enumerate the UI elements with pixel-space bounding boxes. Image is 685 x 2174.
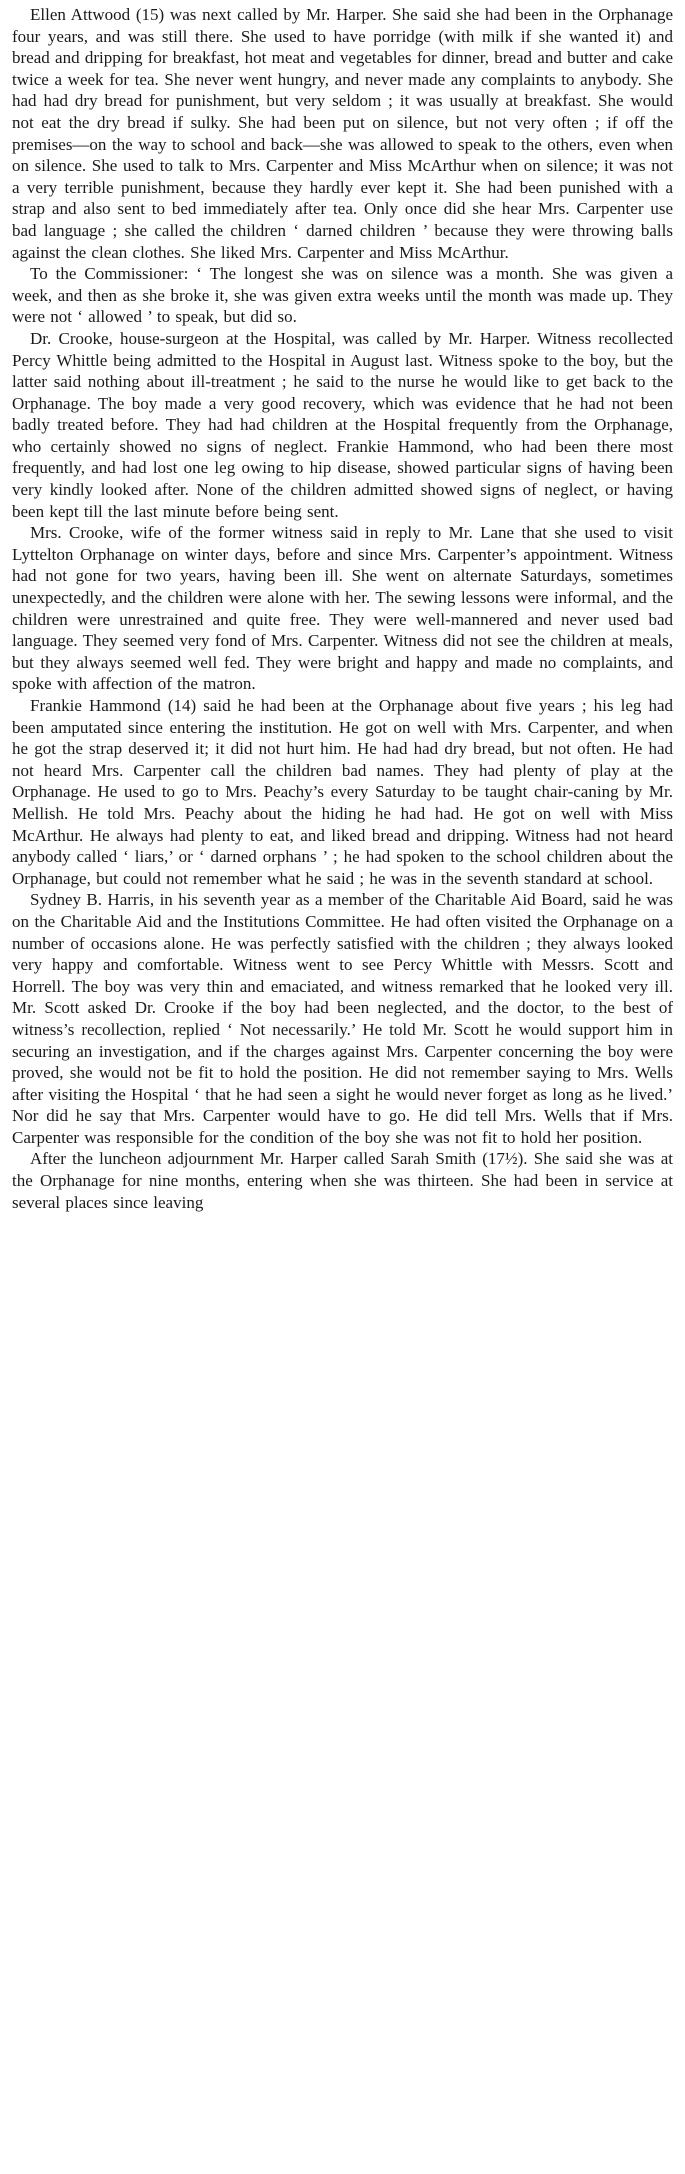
paragraph-frankie-hammond: Frankie Hammond (14) said he had been at the Orphanage about five years ; his leg had been amputated since entering the institution. He got on well with Mrs. Carpenter, and when he got the strap deserved it; it did not hurt him. He had had dry bread, but not often. He had not heard Mrs. Carpenter call the children bad names. They had plenty of play at the Orphanage. He used to go to Mrs. Peachy’s every Saturday to be taught chair-caning by Mr. Mellish. He told Mrs. Peachy about the hiding he had had. He got on well with Miss McArthur. He always had plenty to eat, and liked bread and dripping. Witness had not heard anybody called ‘ liars,’ or ‘ darned orphans ’ ; he had spoken to the school children about the Orphanage, but could not remember what he said ; he was in the seventh standard at school. xyxy=(12,696,673,888)
paragraph-to-the-commissioner: To the Commissioner: ‘ The longest she was on silence was a month. She was given a week, and then as she broke it, she was given extra weeks until the month was made up. They were not ‘ allowed ’ to speak, but did so. xyxy=(12,264,673,327)
paragraph-mrs-crooke: Mrs. Crooke, wife of the former witness said in reply to Mr. Lane that she used to visit Lyttelton Orphanage on winter days, before and since Mrs. Carpenter’s appointment. Witness had not gone for two years, having been ill. She went on alternate Saturdays, sometimes unexpectedly, and the children were alone with her. The sewing lessons were informal, and the children were unrestrained and quite free. They were well-mannered and never used bad language. They seemed very fond of Mrs. Carpenter. Witness did not see the children at meals, but they always seemed well fed. They were bright and happy and made no complaints, and spoke with affection of the matron. xyxy=(12,523,673,694)
paragraph-ellen-attwood: Ellen Attwood (15) was next called by Mr. Harper. She said she had been in the Orphanage four years, and was still there. She used to have porridge (with milk if she wanted it) and bread and dripping for breakfast, hot meat and vegetables for dinner, bread and butter and cake twice a week for tea. She never went hungry, and never made any complaints to anybody. She had had dry bread for punishment, but very seldom ; it was usually at breakfast. She would not eat the dry bread if sulky. She had been put on silence, but not very often ; if off the premises—on the way to school and back—she was allowed to speak to the others, even when on silence. She used to talk to Mrs. Carpenter and Miss McArthur when on silence; it was not a very terrible punishment, because they hardly ever kept it. She had been punished with a strap and also sent to bed immediately after tea. Only once did she hear Mrs. Carpenter use bad language ; she called the children ‘ darned children ’ because they were throwing balls against the clean clothes. She liked Mrs. Carpenter and Miss McArthur. xyxy=(12,5,673,262)
paragraph-sydney-harris: Sydney B. Harris, in his seventh year as a member of the Charitable Aid Board, said he was on the Charitable Aid and the Institutions Committee. He had often visited the Orphanage on a number of occasions alone. He was perfectly satisfied with the children ; they always looked very happy and comfortable. Witness went to see Percy Whittle with Messrs. Scott and Horrell. The boy was very thin and emaciated, and witness remarked that he looked very ill. Mr. Scott asked Dr. Crooke if the boy had been neglected, and the doctor, to the best of witness’s recollection, replied ‘ Not necessarily.’ He told Mr. Scott he would support him in securing an investigation, and if the charges against Mrs. Carpenter concerning the boy were proved, she would not be fit to hold the position. He did not remember saying to Mrs. Wells after visiting the Hospital ‘ that he had seen a sight he would never forget as long as he lived.’ Nor did he say that Mrs. Carpenter would have to go. He did tell Mrs. Wells that if Mrs. Carpenter was responsible for the condition of the boy she was not fit to hold her position. xyxy=(12,890,673,1147)
paragraph-sarah-smith: After the luncheon adjournment Mr. Harper called Sarah Smith (17½). She said she was at the Orphanage for nine months, entering when she was thirteen. She had been in service at several places since leaving xyxy=(12,1149,673,1212)
paragraph-dr-crooke: Dr. Crooke, house-surgeon at the Hospital, was called by Mr. Harper. Witness recollected Percy Whittle being admitted to the Hospital in August last. Witness spoke to the boy, but the latter said nothing about ill-treatment ; he said to the nurse he would like to get back to the Orphanage. The boy made a very good recovery, which was evidence that he had not been badly treated before. They had had children at the Hospital frequently from the Orphanage, who certainly showed no signs of neglect. Frankie Hammond, who had been there most frequently, and had lost one leg owing to hip disease, showed particular signs of having been very kindly looked after. None of the children admitted showed signs of neglect, or having been kept till the last minute before being sent. xyxy=(12,328,673,521)
